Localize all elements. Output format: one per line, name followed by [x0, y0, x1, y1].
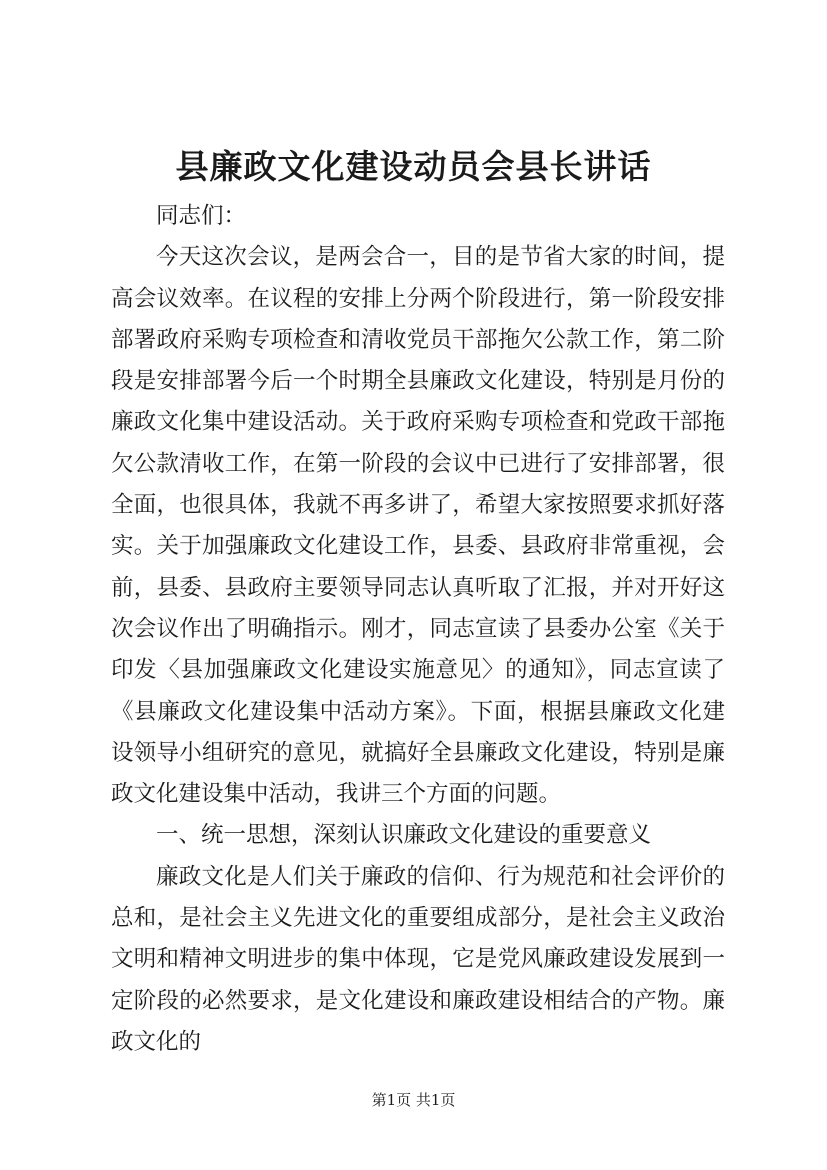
paragraph: 今天这次会议，是两会合一，目的是节省大家的时间，提高会议效率。在议程的安排上分两个阶段进行，第一阶段安排部署政府采购专项检查和清收党员干部拖欠公款工作，第二阶段是安排部署今后一个时期全县廉政文化建设，特别是月份的廉政文化集中建设活动。关于政府采购专项检查和党政干部拖欠公款清收工作，在第一阶段的会议中已进行了安排部署，很全面，也很具体，我就不再多讲了，希望大家按照要求抓好落实。关于加强廉政文化建设工作，县委、县政府非常重视，会前，县委、县政府主要领导同志认真听取了汇报，并对开好这次会议作出了明确指示。刚才，同志宣读了县委办公室《关于印发〈县加强廉政文化建设实施意见〉的通知》，同志宣读了《县廉政文化建设集中活动方案》。下面，根据县廉政文化建设领导小组研究的意见，就搞好全县廉政文化建设，特别是廉政文化建设集中活动，我讲三个方面的问题。 — [111, 244, 725, 808]
paragraph: 廉政文化是人们关于廉政的信仰、行为规范和社会评价的总和，是社会主义先进文化的重要组成部分，是社会主义政治文明和精神文明进步的集中体现，它是党风廉政建设发展到一定阶段的必然要求，是文化建设和廉政建设相结合的产物。廉政文化的 — [111, 863, 725, 1055]
greeting: 同志们： — [156, 203, 247, 229]
document-body — [111, 196, 725, 1063]
document-title: 县廉政文化建设动员会县长讲话 — [175, 147, 652, 186]
section-heading: 一、统一思想，深刻认识廉政文化建设的重要意义 — [156, 822, 652, 849]
page-footer: 第1页 共1页 — [371, 1091, 456, 1109]
